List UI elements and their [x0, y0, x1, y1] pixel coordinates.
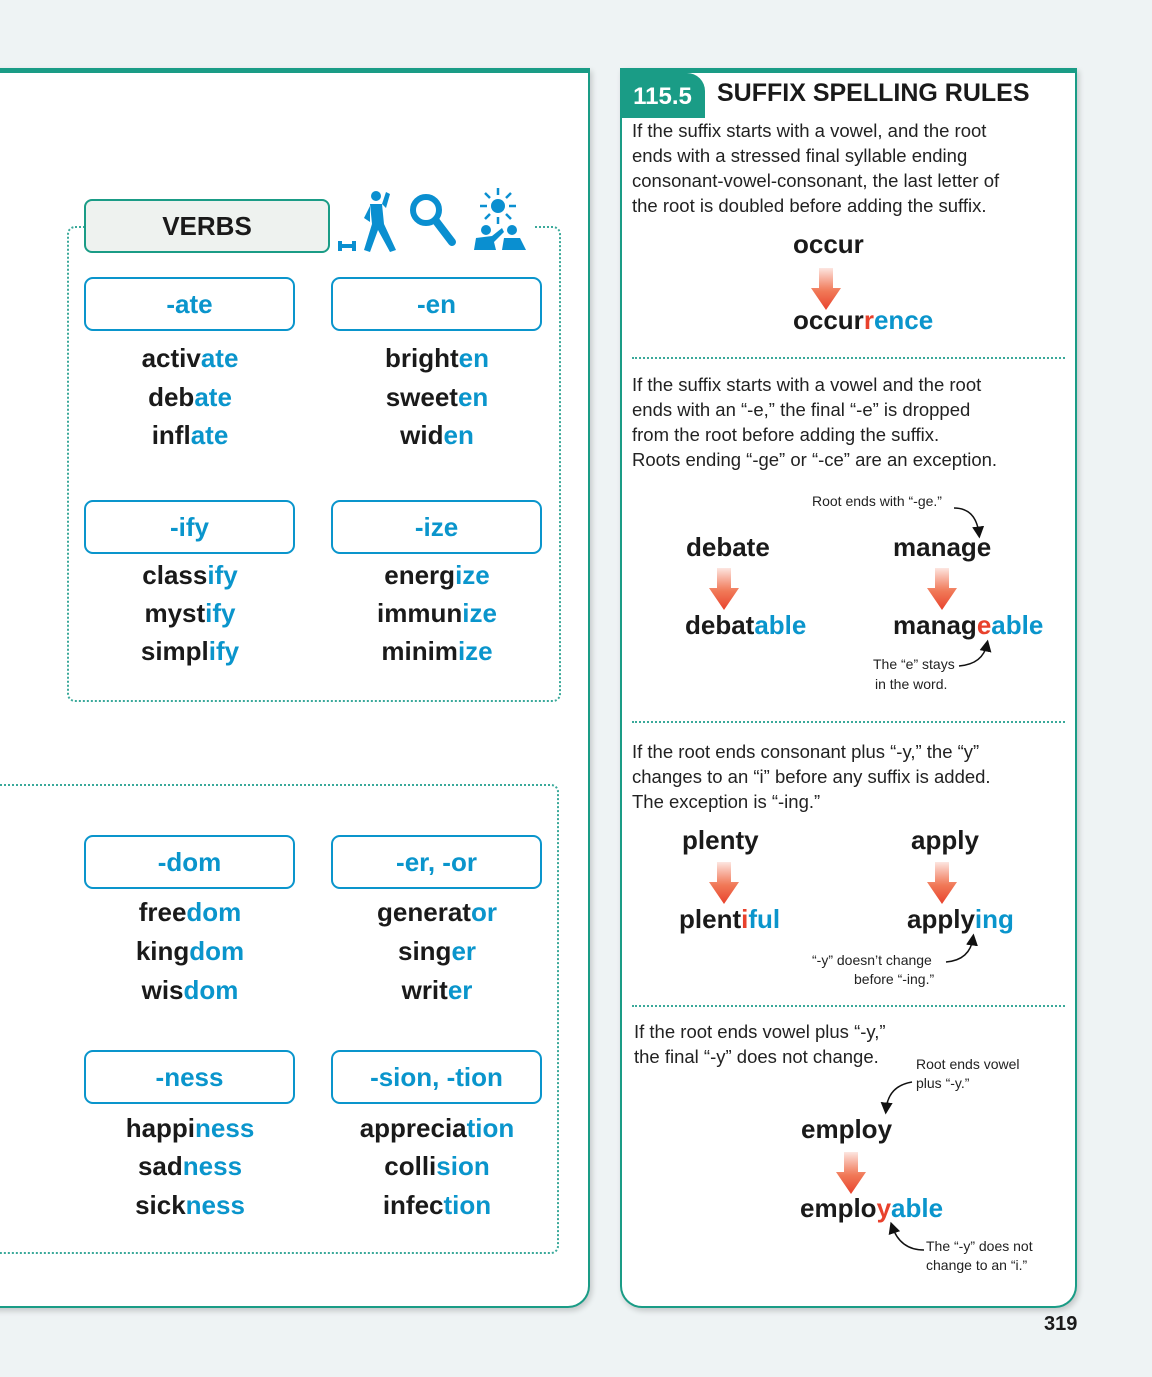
rule1-root-word: occur — [793, 229, 864, 259]
word-root: infec — [382, 1190, 444, 1220]
example-word — [70, 560, 310, 590]
word-suffix: tion — [466, 1113, 515, 1143]
word-root: immun — [377, 598, 463, 628]
curved-arrow-icon — [942, 932, 982, 968]
rule3-result-word-2 — [907, 904, 1014, 934]
word-root: minim — [381, 636, 458, 666]
example-word — [317, 560, 557, 590]
rule3-root-word-1: plenty — [682, 825, 759, 855]
example-word — [317, 382, 557, 412]
curved-arrow-icon — [884, 1220, 926, 1256]
word-suffix: ful — [748, 904, 781, 934]
word-suffix: able — [754, 610, 807, 640]
down-arrow-icon — [926, 568, 958, 612]
word-root: energ — [384, 560, 456, 590]
annotation: change to an “i.” — [926, 1257, 1028, 1273]
rule2-result-word-1 — [685, 610, 806, 640]
word-suffix: dom — [183, 975, 239, 1005]
curved-arrow-icon — [876, 1078, 916, 1118]
annotation: plus “-y.” — [916, 1075, 970, 1091]
divider — [632, 721, 1065, 723]
word-root: writ — [401, 975, 448, 1005]
example-word — [70, 1113, 310, 1143]
divider — [632, 357, 1065, 359]
word-suffix: dom — [189, 936, 245, 966]
word-root: king — [135, 936, 190, 966]
word-added-letter: r — [863, 305, 874, 335]
rule3-result-word-1 — [679, 904, 780, 934]
rule2-line: If the suffix starts with a vowel and the root — [632, 374, 982, 395]
example-word — [70, 382, 310, 412]
example-word — [70, 1190, 310, 1220]
word-root: plent — [679, 904, 742, 934]
word-root: simpl — [140, 636, 209, 666]
sun-people-icon — [474, 188, 526, 250]
word-suffix: ence — [873, 305, 934, 335]
annotation: “-y” doesn’t change — [812, 952, 932, 968]
word-suffix: ify — [205, 598, 236, 628]
example-word — [317, 936, 557, 966]
word-suffix: sion — [436, 1151, 490, 1181]
rule2-line: ends with an “-e,” the final “-e” is dropped — [632, 399, 971, 420]
down-arrow-icon — [708, 568, 740, 612]
word-root: occur — [793, 305, 864, 335]
icon-strip — [330, 186, 535, 254]
word-suffix: ness — [182, 1151, 243, 1181]
verbs-heading: VERBS — [84, 199, 330, 253]
example-word — [70, 936, 310, 966]
example-word — [317, 598, 557, 628]
annotation: The “e” stays — [873, 656, 955, 672]
word-suffix: en — [458, 343, 489, 373]
example-word — [317, 1113, 557, 1143]
section-number-tab: 115.5 — [620, 73, 705, 118]
rule3-line: The exception is “-ing.” — [632, 791, 821, 812]
rule3-root-word-2: apply — [911, 825, 979, 855]
magnifier-icon — [413, 197, 452, 242]
rule2-result-word-2 — [893, 610, 1043, 640]
curved-arrow-icon — [955, 638, 995, 674]
exercise-icon — [338, 191, 396, 252]
rule1-line: consonant-vowel-consonant, the last letter of — [632, 170, 1000, 191]
rule3-line: changes to an “i” before any suffix is added. — [632, 766, 991, 787]
rule4-line: If the root ends vowel plus “-y,” — [634, 1021, 886, 1042]
example-word — [317, 975, 557, 1005]
example-word — [317, 1151, 557, 1181]
word-root: class — [142, 560, 208, 590]
word-root: activ — [141, 343, 201, 373]
word-suffix: dom — [186, 897, 242, 927]
word-suffix: ify — [207, 560, 238, 590]
word-suffix: ify — [208, 636, 240, 666]
annotation: before “-ing.” — [854, 971, 935, 987]
annotation: The “-y” does not — [926, 1238, 1033, 1254]
word-suffix: able — [891, 1193, 944, 1223]
word-root: generat — [377, 897, 471, 927]
word-root: emplo — [800, 1193, 877, 1223]
rule2-line: from the root before adding the suffix. — [632, 424, 940, 445]
word-changed-letter: i — [741, 904, 749, 934]
word-root: wid — [400, 420, 444, 450]
word-suffix: ize — [462, 598, 497, 628]
example-word — [70, 975, 310, 1005]
word-root: colli — [384, 1151, 437, 1181]
word-root: wis — [141, 975, 184, 1005]
word-suffix: ate — [200, 343, 239, 373]
word-root: sing — [397, 936, 452, 966]
rule4-line: the final “-y” does not change. — [634, 1046, 879, 1067]
rule2-root-word-1: debate — [686, 532, 770, 562]
word-suffix: or — [470, 897, 497, 927]
rule4-root-word: employ — [801, 1114, 893, 1144]
example-word — [70, 1151, 310, 1181]
word-suffix: ize — [455, 560, 490, 590]
down-arrow-icon — [708, 862, 740, 906]
word-suffix: er — [451, 936, 477, 966]
word-root: myst — [144, 598, 206, 628]
word-suffix: ing — [974, 904, 1014, 934]
example-word — [70, 343, 310, 373]
section-title: SUFFIX SPELLING RULES — [717, 79, 1030, 107]
word-suffix: en — [443, 420, 474, 450]
example-word — [317, 420, 557, 450]
suffix-label-box: -en — [331, 277, 542, 331]
word-suffix: ate — [190, 420, 229, 450]
example-word — [317, 897, 557, 927]
word-root: infl — [151, 420, 191, 450]
word-suffix: en — [457, 382, 489, 412]
rule1-line: If the suffix starts with a vowel, and the root — [632, 120, 987, 141]
rule4-result-word — [800, 1193, 943, 1223]
word-kept-letter: y — [876, 1193, 892, 1223]
down-arrow-icon — [835, 1152, 867, 1196]
suffix-label-box: -ness — [84, 1050, 295, 1104]
rule3-line: If the root ends consonant plus “-y,” the “y” — [632, 741, 980, 762]
word-suffix: ate — [194, 382, 232, 412]
word-kept-letter: e — [976, 610, 992, 640]
word-root: free — [138, 897, 187, 927]
word-root: apprecia — [359, 1113, 467, 1143]
annotation: Root ends with “-ge.” — [812, 493, 942, 509]
word-suffix: tion — [443, 1190, 492, 1220]
suffix-label-box: -ize — [331, 500, 542, 554]
word-root: sweet — [385, 382, 458, 412]
rule2-line: Roots ending “-ge” or “-ce” are an exception. — [632, 449, 998, 470]
divider — [632, 1005, 1065, 1007]
suffix-label-box: -er, -or — [331, 835, 542, 889]
suffix-label-box: -ify — [84, 500, 295, 554]
rule2-text — [632, 372, 997, 472]
rule2-root-word-2: manage — [893, 532, 992, 562]
suffix-label-box: -sion, -tion — [331, 1050, 542, 1104]
word-suffix: ness — [195, 1113, 255, 1143]
example-word — [70, 636, 310, 666]
word-root: sad — [137, 1151, 183, 1181]
rule1-line: ends with a stressed final syllable ending — [632, 145, 968, 166]
page-number: 319 — [1044, 1313, 1078, 1335]
rule1-text — [632, 118, 999, 218]
rule1-line: the root is doubled before adding the suffix. — [632, 195, 987, 216]
example-word — [317, 636, 557, 666]
word-root: debat — [685, 610, 755, 640]
word-root: bright — [385, 343, 459, 373]
word-root: apply — [907, 904, 975, 934]
example-word — [70, 897, 310, 927]
suffix-label-box: -ate — [84, 277, 295, 331]
example-word — [70, 420, 310, 450]
annotation: in the word. — [875, 676, 948, 692]
annotation: Root ends vowel — [916, 1056, 1020, 1072]
word-suffix: ize — [457, 636, 493, 666]
word-root: happi — [125, 1113, 196, 1143]
word-suffix: able — [991, 610, 1044, 640]
rule1-result-word — [793, 305, 933, 335]
rule4-text — [634, 1019, 886, 1069]
example-word — [317, 1190, 557, 1220]
down-arrow-icon — [926, 862, 958, 906]
word-suffix: ness — [185, 1190, 245, 1220]
word-root: manag — [893, 610, 977, 640]
rule3-text — [632, 739, 991, 814]
suffix-label-box: -dom — [84, 835, 295, 889]
word-root: deb — [148, 382, 195, 412]
example-word — [70, 598, 310, 628]
word-suffix: er — [447, 975, 473, 1005]
word-root: sick — [135, 1190, 186, 1220]
example-word — [317, 343, 557, 373]
